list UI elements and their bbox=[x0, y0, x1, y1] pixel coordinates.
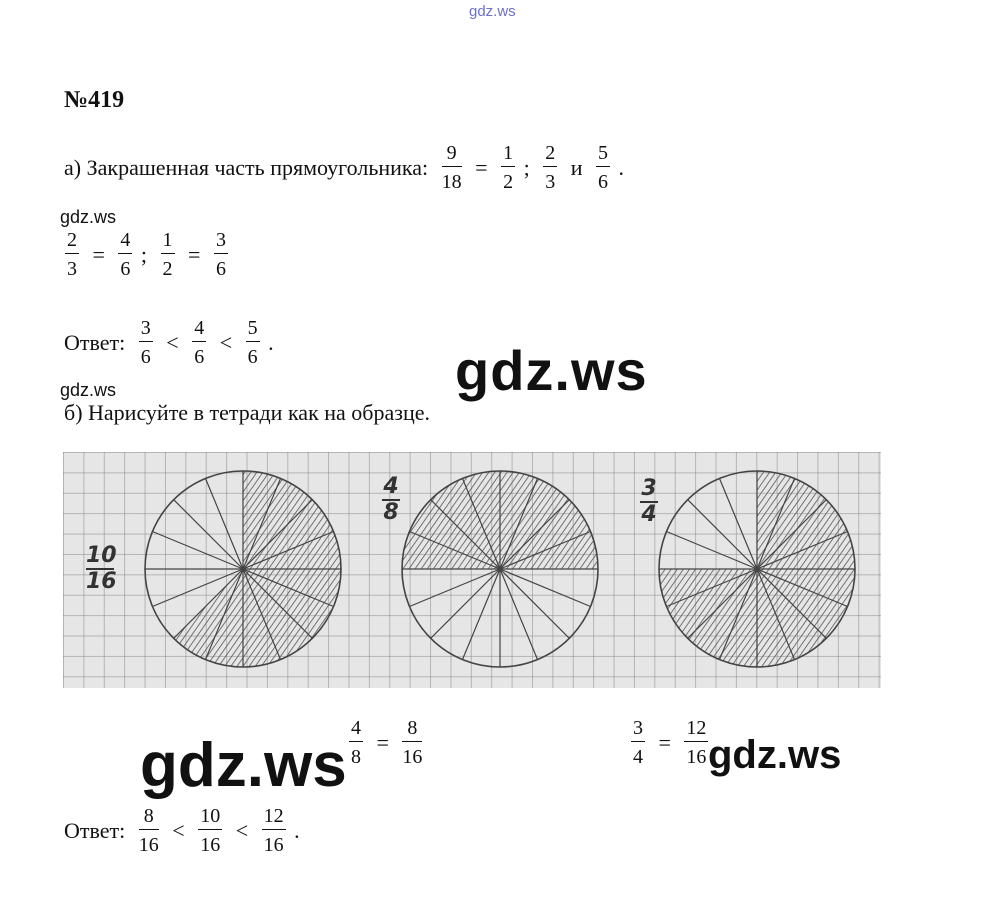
less-than: < bbox=[235, 817, 249, 843]
equals-sign: = bbox=[188, 241, 201, 267]
label-numerator: 10 bbox=[86, 543, 117, 568]
numerator: 8 bbox=[407, 717, 418, 739]
label-denominator: 8 bbox=[383, 500, 399, 525]
numerator: 12 bbox=[263, 805, 284, 827]
watermark-top: gdz.ws bbox=[469, 3, 516, 20]
equals-sign: = bbox=[475, 154, 488, 180]
sector-line bbox=[500, 569, 569, 638]
numerator: 1 bbox=[503, 142, 514, 164]
fraction bbox=[214, 230, 228, 279]
circle-2-label bbox=[382, 476, 400, 524]
denominator: 6 bbox=[120, 258, 131, 280]
fraction bbox=[246, 318, 260, 367]
equals-sign: = bbox=[92, 241, 105, 267]
part-a-line bbox=[64, 143, 629, 192]
sector-line bbox=[431, 569, 500, 638]
fraction bbox=[501, 143, 515, 192]
numerator: 8 bbox=[143, 805, 154, 827]
fraction bbox=[442, 143, 462, 192]
part-b-text: б) Нарисуйте в тетради как на образце. bbox=[64, 400, 430, 425]
denominator: 16 bbox=[138, 834, 159, 856]
numerator: 3 bbox=[633, 717, 643, 739]
denominator: 2 bbox=[503, 171, 514, 193]
conjunction: и bbox=[570, 154, 583, 180]
denominator: 6 bbox=[247, 346, 258, 368]
watermark-big: gdz.ws bbox=[140, 731, 347, 800]
equals-sign: = bbox=[376, 729, 389, 755]
fraction bbox=[139, 318, 153, 367]
denominator: 16 bbox=[200, 834, 221, 856]
fraction bbox=[631, 718, 645, 767]
numerator: 3 bbox=[215, 229, 226, 251]
fraction bbox=[684, 718, 708, 767]
period: . bbox=[618, 154, 624, 180]
sector-line bbox=[688, 500, 757, 569]
denominator: 2 bbox=[162, 258, 173, 280]
numerator: 1 bbox=[162, 229, 173, 251]
equals-sign: = bbox=[658, 729, 671, 755]
denominator: 6 bbox=[598, 171, 608, 193]
equation-b2 bbox=[628, 718, 711, 767]
numerator: 4 bbox=[351, 717, 361, 739]
circles-drawing bbox=[63, 452, 881, 688]
denominator: 4 bbox=[633, 746, 643, 768]
divided-circle bbox=[402, 471, 598, 667]
watermark-big: gdz.ws bbox=[708, 733, 842, 777]
fraction bbox=[596, 143, 610, 192]
numerator: 12 bbox=[686, 717, 707, 739]
divided-circle bbox=[659, 471, 855, 667]
separator: ; bbox=[140, 241, 148, 267]
denominator: 6 bbox=[215, 258, 226, 280]
fraction bbox=[198, 806, 222, 855]
problem-number: №419 bbox=[64, 87, 125, 113]
answer-label: Ответ: bbox=[64, 817, 126, 843]
equation-b1 bbox=[346, 718, 425, 767]
denominator: 16 bbox=[686, 746, 707, 768]
less-than: < bbox=[166, 329, 179, 355]
equivalences-line bbox=[62, 230, 231, 279]
denominator: 3 bbox=[67, 258, 77, 280]
numerator: 5 bbox=[247, 317, 258, 339]
label-denominator: 4 bbox=[641, 502, 657, 527]
fraction bbox=[262, 806, 286, 855]
numerator: 3 bbox=[140, 317, 151, 339]
fraction bbox=[543, 143, 557, 192]
numerator: 4 bbox=[194, 317, 205, 339]
label-numerator: 3 bbox=[641, 476, 657, 501]
denominator: 8 bbox=[351, 746, 361, 768]
watermark-small: gdz.ws bbox=[60, 207, 117, 227]
denominator: 6 bbox=[194, 346, 205, 368]
fraction bbox=[118, 230, 132, 279]
circle-3-label bbox=[640, 478, 658, 526]
part-a-text: а) Закрашенная часть прямоугольника: bbox=[64, 154, 429, 180]
denominator: 18 bbox=[441, 171, 462, 193]
less-than: < bbox=[172, 817, 185, 843]
label-numerator: 4 bbox=[383, 474, 399, 499]
sector-line bbox=[174, 500, 243, 569]
less-than: < bbox=[219, 329, 233, 355]
divided-circle bbox=[145, 471, 341, 667]
fraction bbox=[161, 230, 175, 279]
watermark-small: gdz.ws bbox=[60, 380, 117, 400]
label-denominator: 16 bbox=[86, 569, 117, 594]
numerator: 4 bbox=[120, 229, 131, 251]
fraction bbox=[349, 718, 363, 767]
fraction bbox=[65, 230, 79, 279]
fraction bbox=[192, 318, 206, 367]
fraction bbox=[402, 718, 422, 767]
period: . bbox=[294, 817, 300, 843]
answer-b-line bbox=[64, 806, 305, 855]
answer-a-line bbox=[64, 318, 279, 367]
watermark-big: gdz.ws bbox=[455, 339, 648, 402]
fraction bbox=[139, 806, 159, 855]
denominator: 16 bbox=[263, 834, 284, 856]
denominator: 16 bbox=[402, 746, 423, 768]
numerator: 2 bbox=[545, 142, 556, 164]
denominator: 3 bbox=[545, 171, 556, 193]
numerator: 5 bbox=[598, 142, 608, 164]
answer-label: Ответ: bbox=[64, 329, 126, 355]
circle-1-label bbox=[86, 545, 117, 593]
numerator: 9 bbox=[446, 142, 457, 164]
denominator: 6 bbox=[140, 346, 151, 368]
numerator: 10 bbox=[200, 805, 221, 827]
numerator: 2 bbox=[67, 229, 77, 251]
separator: ; bbox=[523, 154, 530, 180]
period: . bbox=[268, 329, 274, 355]
